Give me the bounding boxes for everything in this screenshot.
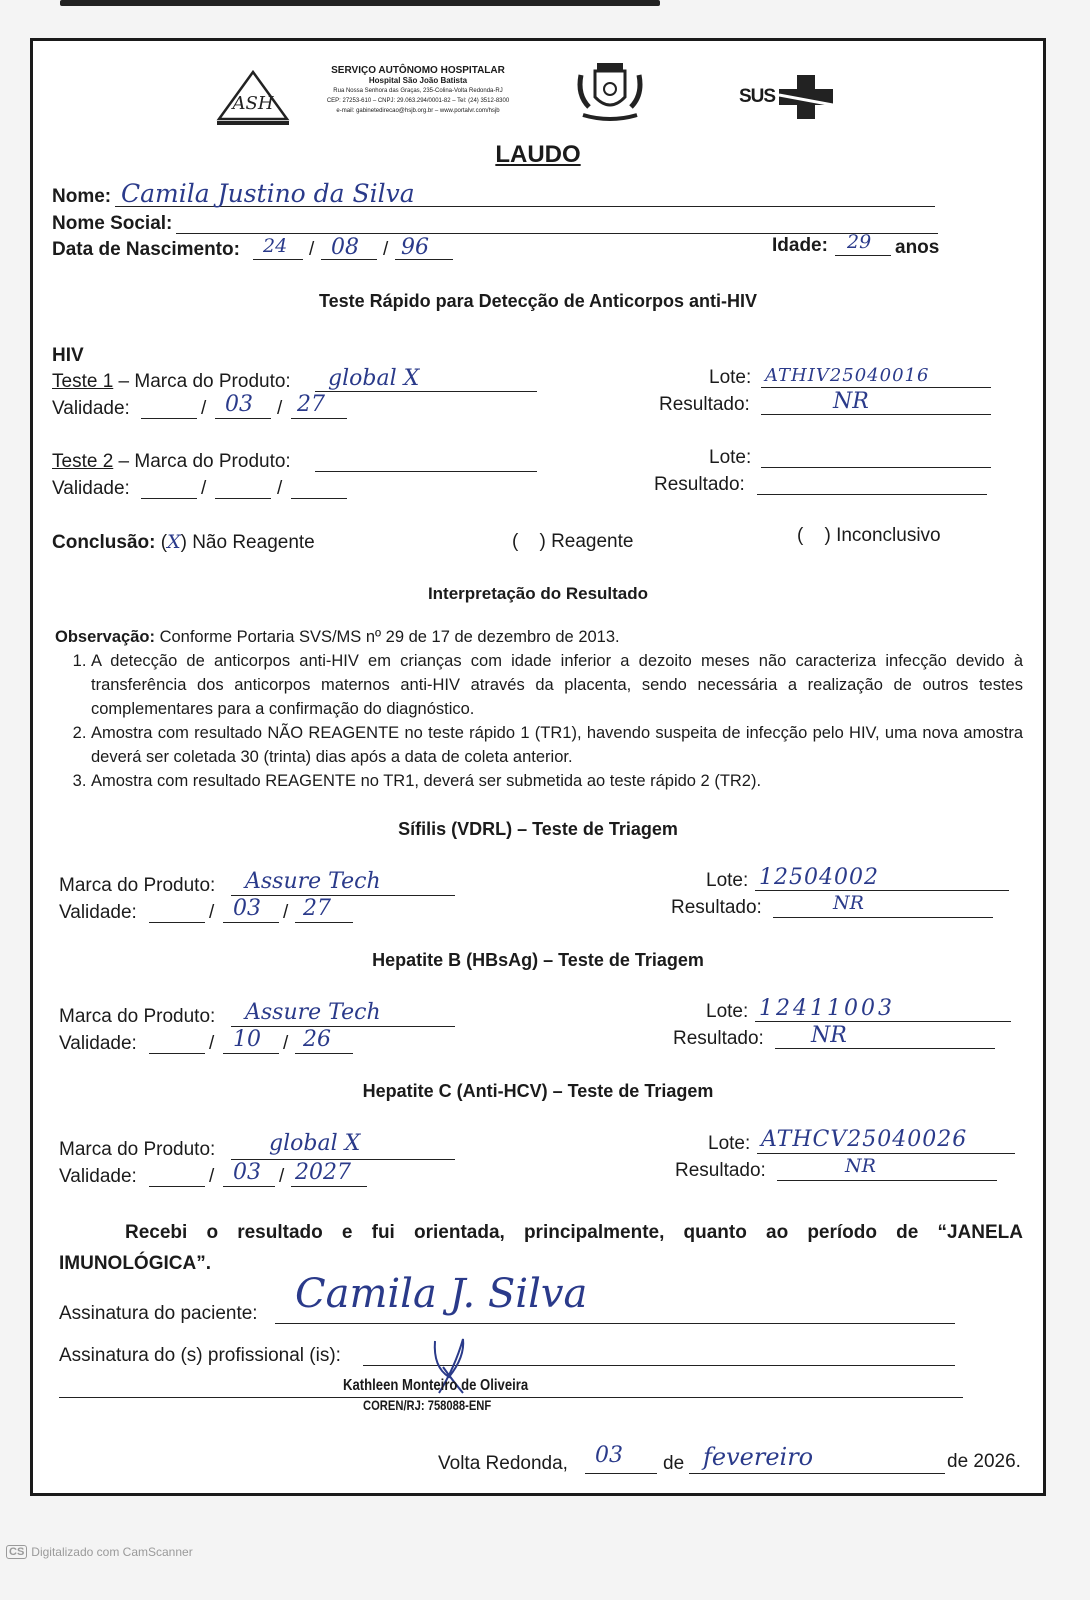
name-label: Nome:: [52, 186, 112, 207]
stamp-name: Kathleen Monteiro de Oliveira: [343, 1377, 529, 1394]
hepb-result-field[interactable]: NR: [811, 1023, 847, 1048]
test2-lot-field[interactable]: [761, 467, 991, 468]
hospital-address: Rua Nossa Senhora das Graças, 235-Colina-Volta Redonda-RJ: [333, 88, 503, 94]
slash: /: [383, 239, 389, 260]
acknowledgement-text: Recebi o resultado e fui orientada, principalmente, quanto ao período de “JANELA IMUNOLÓGICA”.: [59, 1222, 1023, 1274]
syphilis-lot-field[interactable]: 12504002: [759, 865, 879, 890]
syphilis-lot-line: [755, 890, 1009, 891]
slash: /: [279, 1166, 285, 1187]
stamp-line: [59, 1397, 963, 1398]
test1-lot-line: [761, 387, 991, 388]
test1-row: [52, 371, 291, 393]
date-month-line: [689, 1473, 945, 1474]
hepb-validity-month[interactable]: 10: [233, 1027, 261, 1052]
syphilis-validity-month-line: [223, 922, 279, 923]
hepb-lot-line: [755, 1021, 1011, 1022]
page-title: LAUDO: [495, 141, 581, 168]
hepc-validity-month[interactable]: 03: [233, 1160, 261, 1185]
slash: /: [283, 1033, 289, 1054]
syphilis-validity-month[interactable]: 03: [233, 896, 261, 921]
obs-text: Conforme Portaria SVS/MS nº 29 de 17 de dezembro de 2013.: [159, 628, 620, 646]
syphilis-validity-label: Validade:: [59, 902, 137, 923]
laudo-document: [30, 38, 1046, 1496]
test1-lot-label: Lote:: [709, 367, 752, 388]
obs-item: 3. Amostra com resultado REAGENTE no TR1, deverá ser submetida ao teste rápido 2 (TR2).: [91, 769, 1023, 793]
test1-validity-year[interactable]: 27: [297, 392, 325, 417]
hepc-validity-month-line: [223, 1186, 275, 1187]
professional-signature-label: Assinatura do (s) profissional (is):: [59, 1345, 341, 1366]
hepb-validity-month-line: [223, 1053, 279, 1054]
ash-logo-icon: [213, 69, 293, 127]
slash: /: [277, 398, 283, 419]
test1-result-field[interactable]: NR: [833, 389, 869, 414]
date-year: de 2026.: [947, 1451, 1021, 1472]
test1-brand-label: – Marca do Produto:: [118, 371, 291, 392]
test2-result-field[interactable]: [757, 494, 987, 495]
hepb-validity-year[interactable]: 26: [303, 1027, 331, 1052]
dob-day-line: [253, 259, 303, 260]
camscanner-badge: CS: [6, 1545, 27, 1559]
hepb-lot-label: Lote:: [706, 1001, 749, 1022]
syphilis-heading: Sífilis (VDRL) – Teste de Triagem: [398, 819, 678, 839]
hospital-header-text: [288, 65, 548, 116]
hepb-validity-label: Validade:: [59, 1033, 137, 1054]
test1-validity-month[interactable]: 03: [225, 392, 253, 417]
hepb-result-line: [775, 1048, 995, 1049]
obs-item: 2. Amostra com resultado NÃO REAGENTE no teste rápido 1 (TR1), havendo suspeita de infecção pelo HIV, uma nova amostra deverá ser coletada 30 (trinta) dias após a data de coleta anterior.: [91, 721, 1023, 769]
slash: /: [209, 902, 215, 923]
dob-year[interactable]: 96: [401, 235, 429, 260]
date-de: de: [663, 1453, 685, 1474]
option-label: Reagente: [551, 531, 634, 552]
test1-validity-day[interactable]: [141, 418, 197, 419]
hepc-validity-year[interactable]: 2027: [295, 1160, 351, 1185]
test1-label: Teste 1: [52, 371, 114, 392]
hospital-contact: CEP: 27253-610 – CNPJ: 29.063.294/0001-82 – Tel: (24) 3512-8300: [326, 98, 510, 104]
syphilis-result-label: Resultado:: [671, 897, 762, 918]
social-name-field[interactable]: [176, 233, 938, 234]
dob-label: Data de Nascimento:: [52, 239, 240, 260]
date-month[interactable]: fevereiro: [703, 1443, 814, 1471]
hospital-email: e-mail: gabinetedirecao@hsjb.org.br – www.portalvr.com/hsjb: [336, 108, 500, 114]
conclusion-row: [52, 531, 315, 554]
stamp-id: COREN/RJ: 758088-ENF: [363, 1397, 492, 1413]
option-inconclusivo[interactable]: ( ) Inconclusivo: [797, 525, 941, 546]
slash: /: [209, 1033, 215, 1054]
hepc-brand-field[interactable]: global X: [269, 1131, 361, 1156]
svg-text:ASH: ASH: [232, 93, 274, 114]
test2-validity-label: Validade:: [52, 478, 130, 499]
test2-lot-label: Lote:: [709, 447, 752, 468]
conclusion-label: Conclusão:: [52, 532, 156, 553]
syphilis-result-field[interactable]: NR: [833, 892, 864, 914]
hiv-section-heading: Teste Rápido para Detecção de Anticorpos anti-HIV: [318, 291, 758, 311]
hepc-lot-line: [757, 1153, 1015, 1154]
test2-brand-label: – Marca do Produto:: [118, 451, 291, 472]
option-reagente[interactable]: ( ) Reagente: [512, 531, 634, 552]
test2-label: Teste 2: [52, 451, 114, 472]
hepb-lot-field[interactable]: 12411003: [759, 996, 895, 1021]
syphilis-brand-line: [231, 895, 455, 896]
test2-result-label: Resultado:: [654, 474, 745, 495]
option-label: Não Reagente: [192, 532, 315, 553]
test1-validity-year-line: [291, 418, 347, 419]
age-line: [835, 255, 891, 256]
test1-validity-label: Validade:: [52, 398, 130, 419]
patient-signature-label: Assinatura do paciente:: [59, 1303, 258, 1324]
test2-validity-year[interactable]: [291, 498, 347, 499]
hepc-result-label: Resultado:: [675, 1160, 766, 1181]
option-label: Inconclusivo: [836, 525, 941, 546]
sus-logo: [739, 75, 833, 119]
patient-signature-line: [275, 1323, 955, 1324]
slash: /: [309, 239, 315, 260]
hepc-result-line: [777, 1180, 997, 1181]
syphilis-validity-day[interactable]: [149, 922, 205, 923]
patient-signature[interactable]: Camila J. Silva: [295, 1271, 588, 1317]
hepc-validity-year-line: [291, 1186, 367, 1187]
camscanner-text: Digitalizado com CamScanner: [31, 1545, 193, 1559]
syphilis-result-line: [773, 917, 993, 918]
hepatitis-c-heading: Hepatite C (Anti-HCV) – Teste de Triagem: [362, 1081, 714, 1101]
observation-block: [55, 625, 1023, 793]
syphilis-validity-year-line: [295, 922, 353, 923]
test1-result-label: Resultado:: [659, 394, 750, 415]
slash: /: [283, 902, 289, 923]
date-day-line: [585, 1473, 657, 1474]
sus-cross-icon: [779, 75, 833, 119]
age-field[interactable]: 29: [847, 231, 872, 253]
test2-row: [52, 451, 291, 473]
age-label: Idade:: [772, 235, 828, 256]
hiv-subheading: HIV: [52, 345, 84, 366]
test1-lot-field[interactable]: ATHIV25040016: [765, 365, 930, 386]
hepatitis-b-heading: Hepatite B (HBsAg) – Teste de Triagem: [372, 950, 704, 970]
hepc-brand-label: Marca do Produto:: [59, 1139, 216, 1160]
dob-day[interactable]: 24: [263, 235, 288, 257]
name-field[interactable]: Camila Justino da Silva: [121, 179, 415, 208]
scanner-watermark: [6, 1545, 193, 1559]
slash: /: [277, 478, 283, 499]
hepb-result-label: Resultado:: [673, 1028, 764, 1049]
syphilis-brand-label: Marca do Produto:: [59, 875, 216, 896]
check-mark: X: [167, 531, 181, 553]
coat-of-arms-icon: [573, 61, 647, 125]
hepb-validity-day[interactable]: [149, 1053, 205, 1054]
test1-brand-line: [315, 391, 537, 392]
hepb-brand-line: [231, 1026, 455, 1027]
test1-validity-month-line: [215, 418, 271, 419]
age-unit: anos: [895, 237, 940, 258]
interpretation-heading: Interpretação do Resultado: [427, 584, 649, 603]
hepc-lot-field[interactable]: ATHCV25040026: [761, 1127, 968, 1152]
hospital-logo: [213, 69, 293, 127]
slash: /: [201, 398, 207, 419]
test1-result-line: [761, 414, 991, 415]
test2-validity-month[interactable]: [215, 498, 271, 499]
slash: /: [209, 1166, 215, 1187]
date-day[interactable]: 03: [595, 1443, 623, 1468]
obs-label: Observação:: [55, 628, 155, 646]
test2-validity-day[interactable]: [141, 498, 197, 499]
syphilis-lot-label: Lote:: [706, 870, 749, 891]
hepc-result-field[interactable]: NR: [845, 1155, 876, 1177]
hepc-lot-label: Lote:: [708, 1133, 751, 1154]
slash: /: [201, 478, 207, 499]
hepb-brand-field[interactable]: Assure Tech: [245, 1000, 381, 1025]
test1-brand-field[interactable]: global X: [328, 366, 420, 391]
hospital-name: Hospital São João Batista: [368, 76, 468, 85]
dob-month[interactable]: 08: [331, 235, 359, 260]
test2-brand-field[interactable]: [315, 471, 537, 472]
option-nao-reagente[interactable]: (X) Não Reagente: [160, 531, 315, 553]
syphilis-brand-field[interactable]: Assure Tech: [245, 869, 381, 894]
obs-item: 1. A detecção de anticorpos anti-HIV em crianças com idade inferior a dezoito meses não caracteriza infecção devido à transferência dos anticorpos maternos anti-HIV através da placenta, sendo necessária a realização de outros testes complementares para a confirmação do diagnóstico.: [91, 649, 1023, 721]
hepc-validity-day[interactable]: [149, 1186, 205, 1187]
hepb-brand-label: Marca do Produto:: [59, 1006, 216, 1027]
social-name-label: Nome Social:: [52, 213, 173, 234]
org-name: SERVIÇO AUTÔNOMO HOSPITALAR: [331, 65, 505, 76]
hepc-validity-label: Validade:: [59, 1166, 137, 1187]
sus-label: SUS: [739, 86, 776, 107]
place-city: Volta Redonda,: [438, 1453, 568, 1474]
scan-edge: [60, 0, 660, 6]
hepb-validity-year-line: [295, 1053, 353, 1054]
syphilis-validity-year[interactable]: 27: [303, 896, 331, 921]
